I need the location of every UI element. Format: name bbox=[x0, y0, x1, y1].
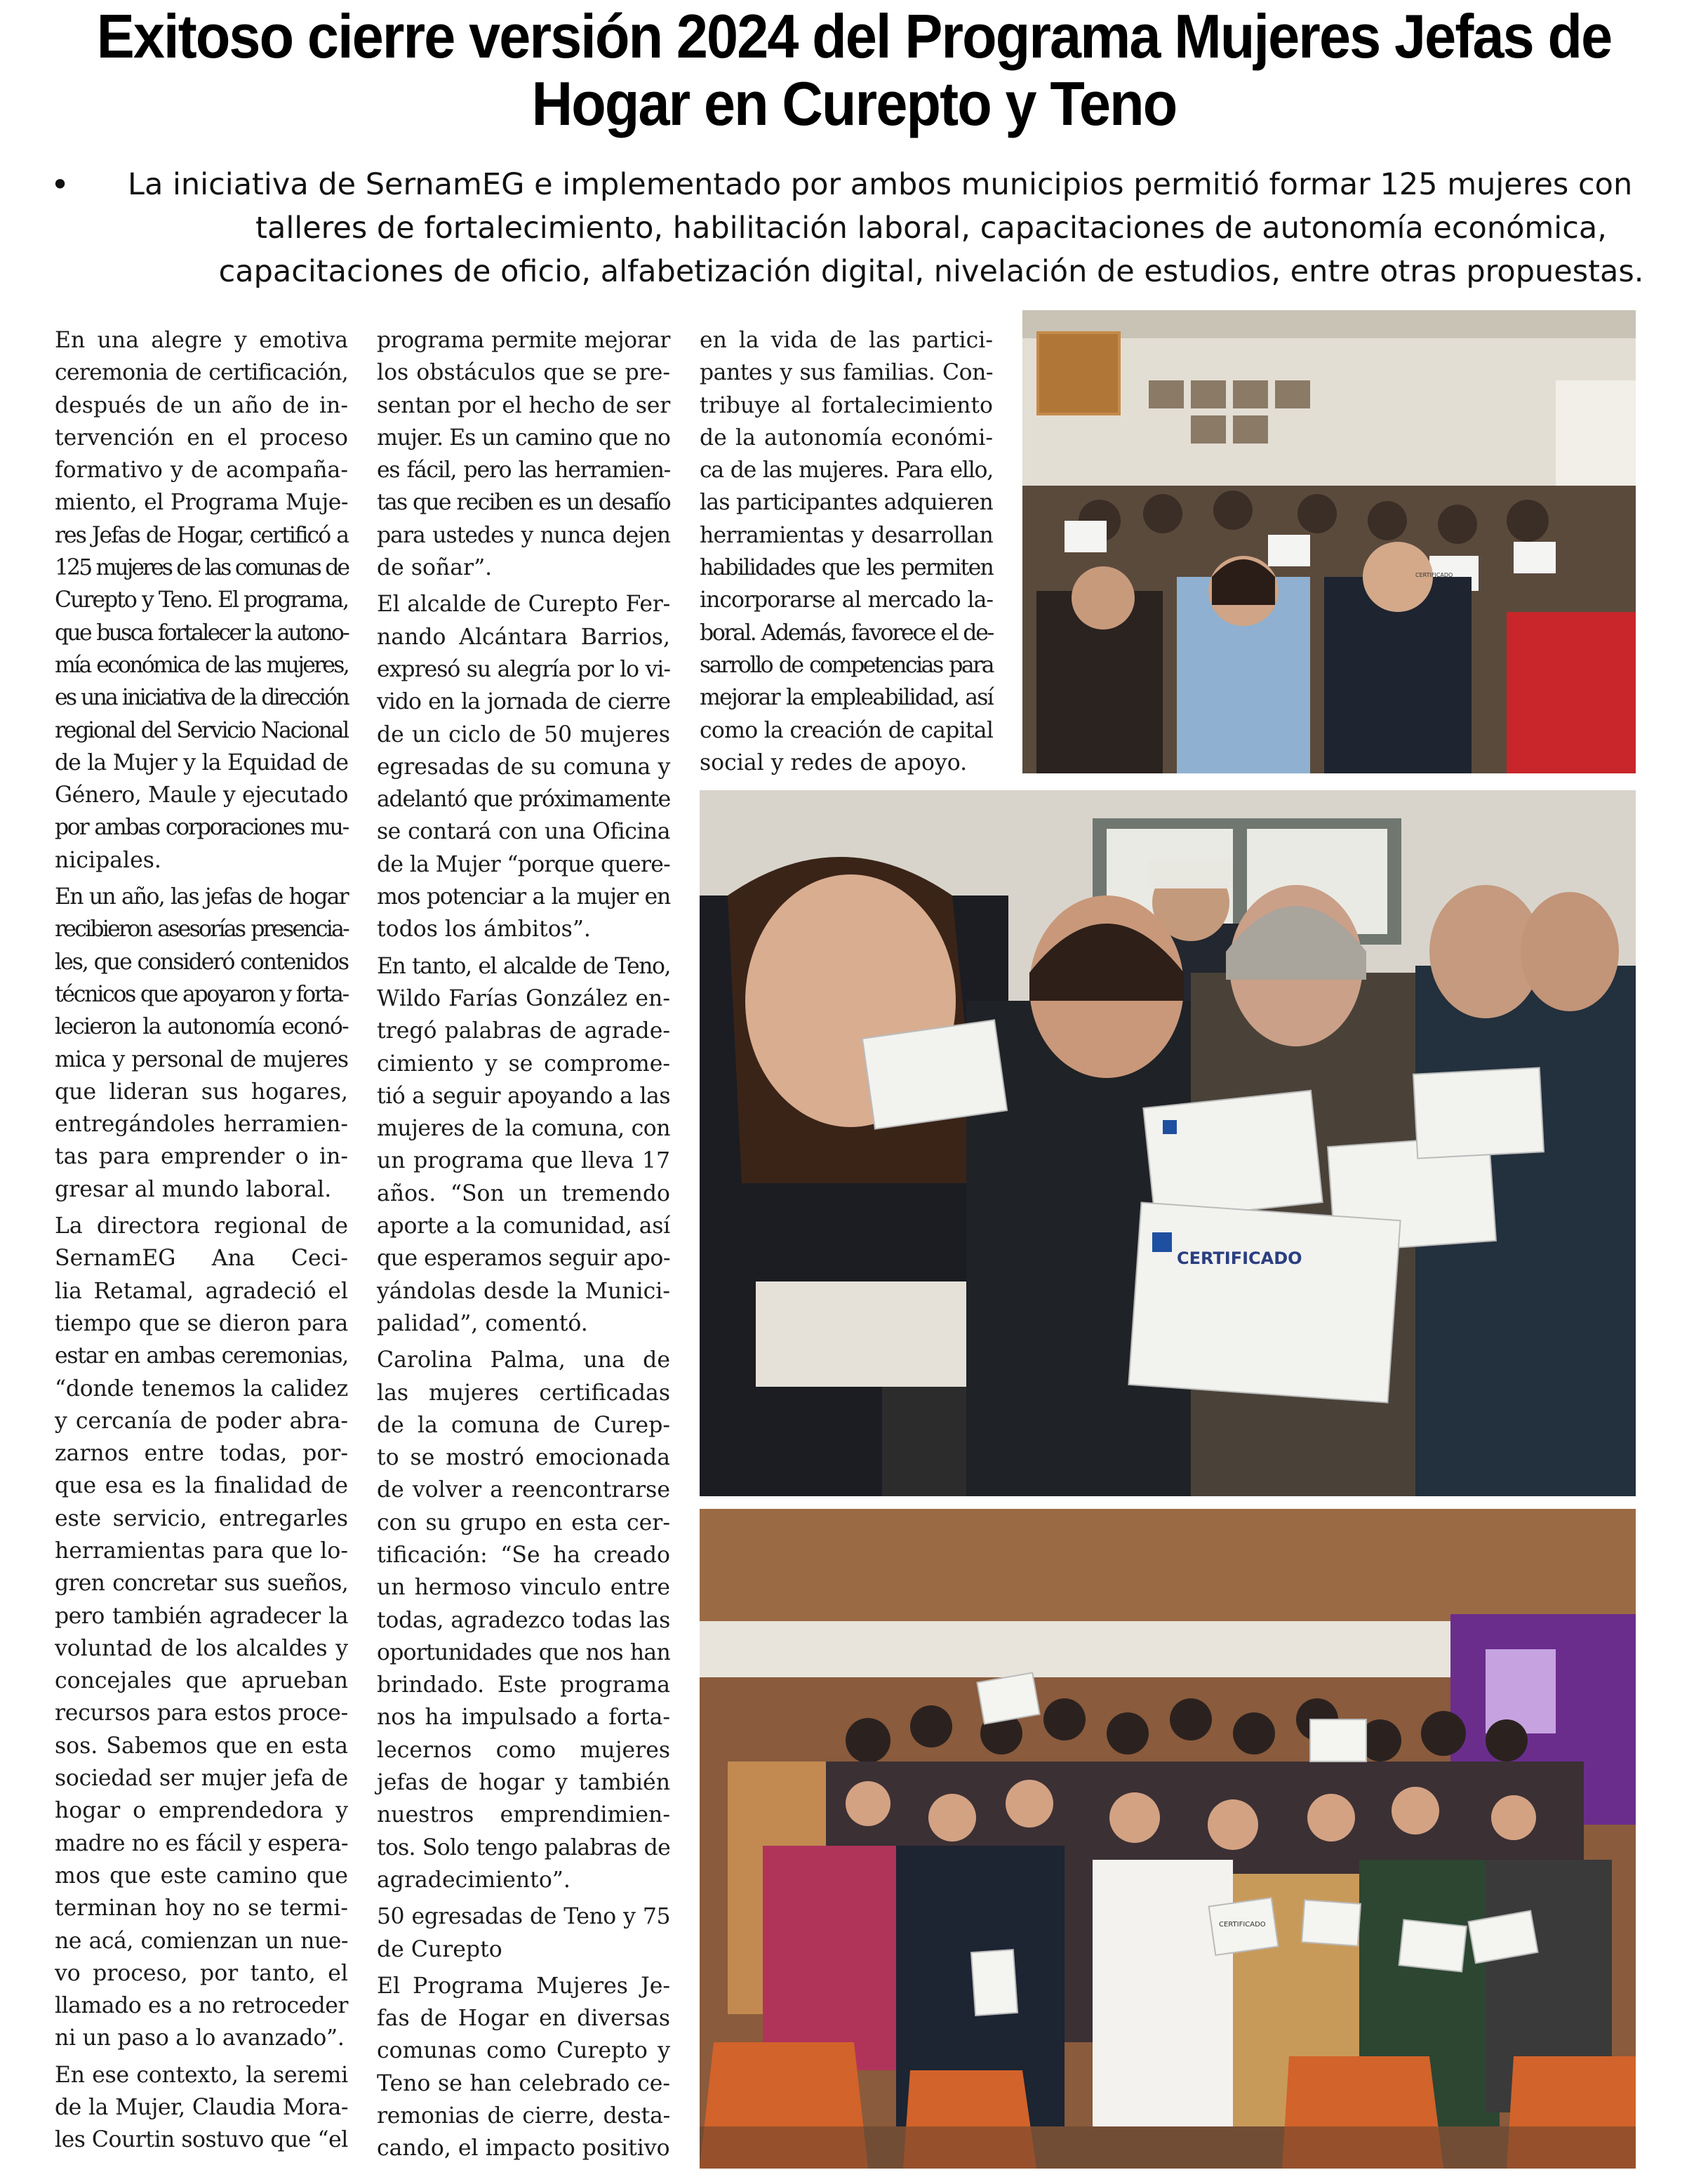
article-line: nando Alcántara Barrios, bbox=[377, 624, 670, 650]
article-line: en la vida de las partici- bbox=[700, 328, 993, 353]
article-line: les Courtin sostuvo que “el bbox=[55, 2127, 348, 2153]
article-line: ca de las mujeres. Para ello, bbox=[700, 458, 993, 484]
article-column-1 bbox=[55, 324, 348, 2161]
article-line: voluntad de los alcaldes y bbox=[55, 1635, 348, 1661]
article-line: mos que este camino que bbox=[55, 1863, 348, 1889]
article-line: entregándoles herramien- bbox=[55, 1112, 348, 1138]
article-paragraph bbox=[377, 1900, 670, 1966]
article-line: recibieron asesorías presencia- bbox=[55, 917, 348, 943]
article-line: que esperamos seguir apo- bbox=[377, 1246, 671, 1272]
article-line: vido en la jornada de cierre bbox=[377, 689, 670, 715]
article-line: por ambas corporaciones mu- bbox=[55, 815, 348, 841]
deck-line: La iniciativa de SernamEG e implementado por ambos municipios permitió formar 125 mujeres con bbox=[128, 167, 1633, 202]
article-line: jefas de hogar y también bbox=[377, 1770, 670, 1796]
article-line: ne acá, comienzan un nue- bbox=[55, 1928, 348, 1954]
article-paragraph bbox=[55, 881, 348, 1206]
article-line: SernamEG Ana Ceci- bbox=[55, 1246, 348, 1272]
article-line: sos. Sabemos que en esta bbox=[55, 1733, 348, 1759]
article-line: mos potenciar a la mujer en bbox=[377, 884, 670, 910]
article-line: “donde tenemos la calidez bbox=[55, 1376, 348, 1401]
article-line: aporte a la comunidad, así bbox=[377, 1213, 670, 1239]
article-line: un programa que lleva 17 bbox=[377, 1148, 670, 1174]
photo-group-celebration bbox=[700, 1509, 1636, 2169]
article-line: tas para emprender o in- bbox=[55, 1144, 348, 1170]
article-line: palidad”, comentó. bbox=[377, 1310, 588, 1336]
article-line: habilidades que les permiten bbox=[700, 555, 993, 581]
article-line: y cercanía de poder abra- bbox=[55, 1408, 348, 1434]
article-line: madre no es fácil y espera- bbox=[55, 1830, 348, 1856]
article-paragraph bbox=[377, 324, 670, 584]
article-line: nos ha impulsado a forta- bbox=[377, 1705, 670, 1731]
article-line: se contará con una Oficina bbox=[377, 819, 670, 845]
article-line: miento, el Programa Muje- bbox=[55, 490, 348, 516]
article-deck bbox=[51, 163, 1708, 293]
article-line: regional del Servicio Nacional bbox=[55, 717, 348, 743]
photo-1-illustration bbox=[1022, 310, 1636, 773]
article-line: mujeres de la comuna, con bbox=[377, 1116, 670, 1142]
article-line: las participantes adquieren bbox=[700, 490, 994, 516]
article-line: tribuye al fortalecimiento bbox=[700, 392, 993, 418]
deck-line: talleres de fortalecimiento, habilitación laboral, capacitaciones de autonomía económica, bbox=[255, 211, 1607, 246]
article-line: de un ciclo de 50 mujeres bbox=[377, 721, 670, 747]
article-line: todos los ámbitos”. bbox=[377, 917, 591, 943]
article-line: cando, el impacto positivo bbox=[377, 2136, 670, 2162]
article-column-3 bbox=[700, 324, 993, 783]
article-line: formativo y de acompaña- bbox=[55, 458, 348, 484]
article-line: oportunidades que nos han bbox=[377, 1639, 670, 1665]
article-line: con su grupo en esta cer- bbox=[377, 1510, 670, 1536]
deck-bullet-icon: • bbox=[51, 166, 70, 204]
article-line: recursos para estos proce- bbox=[55, 1700, 349, 1726]
article-line: incorporarse al mercado la- bbox=[700, 587, 993, 613]
photo-2-illustration bbox=[700, 790, 1636, 1496]
headline-line-1: Exitoso cierre versión 2024 del Programa Mujeres Jefas de bbox=[96, 1, 1612, 71]
deck-line: capacitaciones de oficio, alfabetización digital, nivelación de estudios, entre otras propuestas. bbox=[218, 254, 1644, 289]
article-line: llamado es a no retroceder bbox=[55, 1993, 348, 2019]
article-line: Género, Maule y ejecutado bbox=[55, 783, 348, 808]
article-line: los obstáculos que se pre- bbox=[377, 360, 670, 386]
article-line: El Programa Mujeres Je- bbox=[377, 1973, 670, 1999]
article-line: concejales que aprueban bbox=[55, 1668, 348, 1694]
article-line: En un año, las jefas de hogar bbox=[55, 884, 348, 910]
article-line: mujer. Es un camino que no bbox=[377, 425, 670, 451]
article-line: sarrollo de competencias para bbox=[700, 652, 993, 678]
article-line: tregó palabras de agrade- bbox=[377, 1018, 670, 1044]
article-line: que lideran sus hogares, bbox=[55, 1079, 348, 1105]
article-line: de volver a reencontrarse bbox=[377, 1477, 670, 1503]
article-line: Carolina Palma, una de bbox=[377, 1347, 670, 1373]
article-line: como la creación de capital bbox=[700, 717, 994, 743]
article-line: mica y personal de mujeres bbox=[55, 1046, 348, 1072]
article-line: social y redes de apoyo. bbox=[700, 750, 968, 775]
article-line: es una iniciativa de la dirección bbox=[55, 685, 348, 711]
article-line: tos. Solo tengo palabras de bbox=[377, 1835, 670, 1860]
article-line: expresó su alegría por lo vi- bbox=[377, 656, 670, 682]
article-line: ni un paso a lo avanzado”. bbox=[55, 2025, 345, 2051]
article-line: lecernos como mujeres bbox=[377, 1737, 670, 1763]
article-line: de Curepto bbox=[377, 1936, 502, 1962]
article-line: remonias de cierre, desta- bbox=[377, 2103, 670, 2129]
article-line: un hermoso vinculo entre bbox=[377, 1575, 670, 1601]
article-line: de la Mujer y la Equidad de bbox=[55, 750, 348, 775]
article-line: herramientas para que lo- bbox=[55, 1538, 348, 1564]
article-line: técnicos que apoyaron y forta- bbox=[55, 981, 349, 1007]
photo-2-certificate-label: CERTIFICADO bbox=[1177, 1249, 1302, 1268]
article-line: hogar o emprendedora y bbox=[55, 1798, 348, 1824]
article-line: lecieron la autonomía econó- bbox=[55, 1014, 348, 1040]
article-line: En una alegre y emotiva bbox=[55, 328, 348, 353]
article-line: El alcalde de Curepto Fer- bbox=[377, 592, 670, 618]
article-line: para ustedes y nunca dejen bbox=[377, 522, 670, 548]
article-line: terminan hoy no se termi- bbox=[55, 1896, 348, 1922]
article-line: zarnos entre todas, por- bbox=[55, 1441, 348, 1467]
article-line: En tanto, el alcalde de Teno, bbox=[377, 953, 670, 979]
article-line: tas que reciben es un desafío bbox=[377, 490, 670, 516]
article-line: sentan por el hecho de ser bbox=[377, 392, 670, 418]
article-line: pantes y sus familias. Con- bbox=[700, 360, 993, 386]
article-line: gren concretar sus sueños, bbox=[55, 1571, 348, 1597]
article-line: 50 egresadas de Teno y 75 bbox=[377, 1904, 670, 1930]
article-paragraph bbox=[55, 324, 348, 877]
article-line: de la autonomía económi- bbox=[700, 425, 993, 451]
article-headline bbox=[94, 3, 1614, 138]
article-line: res Jefas de Hogar, certificó a bbox=[55, 522, 348, 548]
article-line: herramientas y desarrollan bbox=[700, 522, 993, 548]
article-line: En ese contexto, la seremi bbox=[55, 2062, 348, 2088]
article-line: todas, agradezco todas las bbox=[377, 1607, 670, 1633]
article-line: tiempo que se dieron para bbox=[55, 1310, 348, 1336]
article-line: comunas como Curepto y bbox=[377, 2038, 670, 2064]
article-line: de la comuna de Curep- bbox=[377, 1412, 670, 1438]
article-line: después de un año de in- bbox=[55, 392, 348, 418]
article-line: Teno se han celebrado ce- bbox=[377, 2070, 670, 2096]
article-paragraph bbox=[377, 588, 670, 945]
article-line: las mujeres certificadas bbox=[377, 1380, 670, 1406]
article-line: de la Mujer, Claudia Mora- bbox=[55, 2095, 348, 2121]
article-line: boral. Además, favorece el de- bbox=[700, 620, 993, 646]
article-line: es fácil, pero las herramien- bbox=[377, 458, 670, 484]
article-line: nuestros emprendimien- bbox=[377, 1802, 670, 1828]
article-paragraph bbox=[700, 324, 993, 779]
article-line: años. “Son un tremendo bbox=[377, 1180, 670, 1206]
article-line: les, que consideró contenidos bbox=[55, 949, 348, 975]
article-line: gresar al mundo laboral. bbox=[55, 1176, 332, 1202]
photo-3-illustration bbox=[700, 1509, 1636, 2169]
article-paragraph bbox=[55, 1210, 348, 2055]
article-paragraph bbox=[377, 950, 670, 1340]
article-line: programa permite mejorar bbox=[377, 328, 670, 353]
photo-1-certificate-label: CERTIFICADO bbox=[1415, 572, 1453, 578]
article-line: ceremonia de certificación, bbox=[55, 360, 348, 386]
article-line: nicipales. bbox=[55, 847, 161, 873]
photo-women-with-certificates bbox=[700, 790, 1636, 1496]
article-line: mía económica de las mujeres, bbox=[55, 652, 348, 678]
article-line: tificación: “Se ha creado bbox=[377, 1542, 670, 1568]
article-line: este servicio, entregarles bbox=[55, 1505, 348, 1531]
article-line: mejorar la empleabilidad, así bbox=[700, 685, 993, 711]
article-line: lia Retamal, agradeció el bbox=[55, 1278, 348, 1304]
article-line: tervención en el proceso bbox=[55, 425, 348, 451]
article-line: Curepto y Teno. El programa, bbox=[55, 587, 348, 613]
deck-text bbox=[128, 163, 1708, 293]
headline-line-2: Hogar en Curepto y Teno bbox=[531, 69, 1177, 138]
photo-3-certificate-label: CERTIFICADO bbox=[1219, 1921, 1266, 1929]
article-paragraph bbox=[377, 1970, 670, 2165]
article-line: tió a seguir apoyando a las bbox=[377, 1083, 670, 1109]
article-paragraph bbox=[377, 1344, 670, 1896]
article-line: estar en ambas ceremonias, bbox=[55, 1343, 348, 1369]
article-line: vo proceso, por tanto, el bbox=[55, 1960, 348, 1986]
article-paragraph bbox=[55, 2059, 348, 2157]
photo-classroom-certification bbox=[1022, 310, 1636, 773]
article-line: to se mostró emocionada bbox=[377, 1445, 670, 1471]
article-line: 125 mujeres de las comunas de bbox=[55, 555, 348, 581]
article-line: que busca fortalecer la autono- bbox=[55, 620, 348, 646]
article-column-2 bbox=[377, 324, 670, 2169]
article-line: cimiento y se comprome- bbox=[377, 1051, 670, 1077]
article-line: de soñar”. bbox=[377, 555, 493, 581]
article-line: egresadas de su comuna y bbox=[377, 754, 670, 780]
article-line: La directora regional de bbox=[55, 1213, 348, 1239]
article-line: yándolas desde la Munici- bbox=[377, 1278, 670, 1304]
article-line: pero también agradecer la bbox=[55, 1603, 348, 1629]
article-line: fas de Hogar en diversas bbox=[377, 2006, 670, 2032]
article-line: de la Mujer “porque quere- bbox=[377, 851, 670, 877]
article-line: que esa es la finalidad de bbox=[55, 1473, 348, 1499]
article-line: sociedad ser mujer jefa de bbox=[55, 1766, 348, 1792]
article-line: Wildo Farías González en- bbox=[377, 985, 670, 1011]
article-line: agradecimiento”. bbox=[377, 1867, 571, 1893]
article-line: adelantó que próximamente bbox=[377, 787, 670, 813]
article-line: brindado. Este programa bbox=[377, 1672, 670, 1698]
